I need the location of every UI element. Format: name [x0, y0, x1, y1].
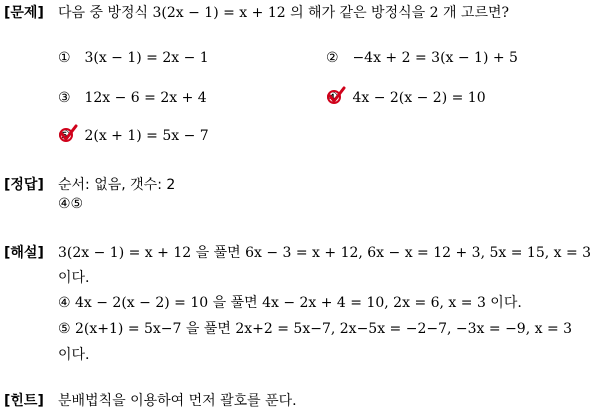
hint-text: 분배법칙을 이용하여 먼저 괄호를 푼다.: [58, 393, 297, 409]
explanation-line: ⑤ 2(x+1) = 5x−7 을 풀면 2x+2 = 5x−7, 2x−5x = −2−7, −3x = −9, x = 3: [58, 321, 573, 337]
check-mark-icon: [326, 86, 346, 106]
option-5[interactable]: [58, 128, 209, 144]
option-number: ④: [326, 90, 339, 106]
option-1[interactable]: [58, 50, 209, 66]
answer-tag: [정답]: [4, 177, 44, 193]
problem-tag: [문제]: [4, 5, 44, 21]
answer-summary: 순서: 없음, 갯수: 2: [58, 177, 176, 193]
option-text: −4x + 2 = 3(x − 1) + 5: [352, 50, 518, 66]
check-mark-icon: [58, 124, 78, 144]
option-number: ③: [58, 90, 71, 106]
explanation-line: 3(2x − 1) = x + 12 을 풀면 6x − 3 = x + 12, 6x − x = 12 + 3, 5x = 15, x = 3: [58, 245, 592, 261]
answer-choices: ④⑤: [58, 196, 84, 212]
option-4[interactable]: [326, 90, 486, 106]
option-text: 3(x − 1) = 2x − 1: [84, 50, 209, 66]
explanation-line: ④ 4x − 2(x − 2) = 10 을 풀면 4x − 2x + 4 = 10, 2x = 6, x = 3 이다.: [58, 295, 522, 311]
option-number: ①: [58, 50, 71, 66]
option-2[interactable]: [326, 50, 518, 66]
explanation-tag: [해설]: [4, 245, 44, 261]
option-number: ⑤: [58, 128, 71, 144]
option-text: 4x − 2(x − 2) = 10: [352, 90, 486, 106]
problem-question: 다음 중 방정식 3(2x − 1) = x + 12 의 해가 같은 방정식을 2 개 고르면?: [58, 5, 510, 21]
option-text: 12x − 6 = 2x + 4: [84, 90, 207, 106]
explanation-line: 이다.: [58, 270, 90, 286]
explanation-line: 이다.: [58, 347, 90, 363]
option-number: ②: [326, 50, 339, 66]
option-text: 2(x + 1) = 5x − 7: [84, 128, 209, 144]
hint-tag: [힌트]: [4, 393, 44, 409]
option-3[interactable]: [58, 90, 207, 106]
